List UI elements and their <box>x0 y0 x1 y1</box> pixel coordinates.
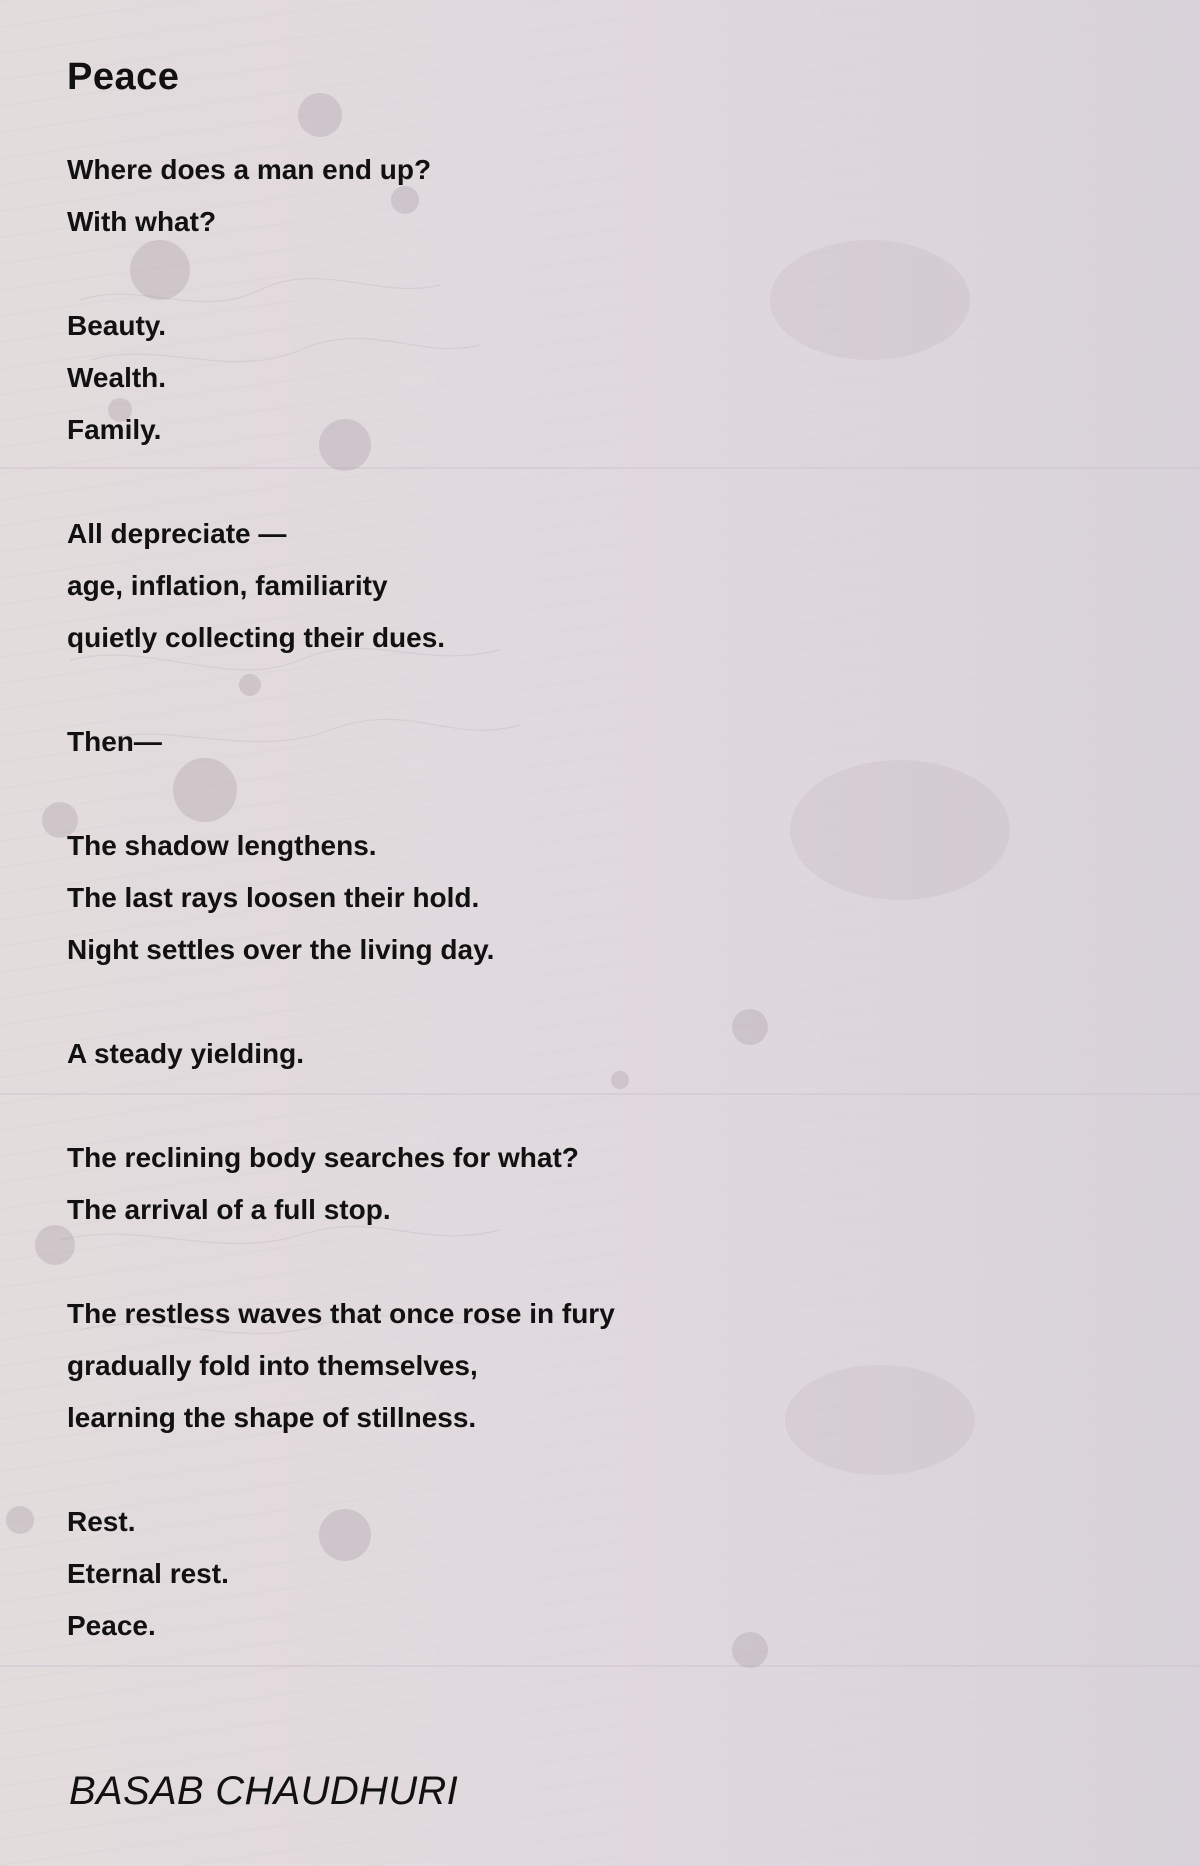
stanza <box>67 1028 1127 1080</box>
poem-line: quietly collecting their dues. <box>67 622 446 653</box>
poem-line: Night settles over the living day. <box>67 934 495 965</box>
poem-line: Beauty. <box>67 310 167 341</box>
ink-spot <box>6 1506 34 1534</box>
stanza <box>67 716 1127 768</box>
stanza <box>67 1496 1127 1652</box>
stanza <box>67 1288 1127 1444</box>
poem-body <box>67 144 1127 1652</box>
stanza <box>67 508 1127 664</box>
poem-line: Wealth. <box>67 362 167 393</box>
stanza <box>67 144 1127 248</box>
poem-line: Eternal rest. <box>67 1558 229 1589</box>
poem-line: With what? <box>67 206 217 237</box>
poem-line: The reclining body searches for what? <box>67 1142 579 1173</box>
poem-line: learning the shape of stillness. <box>67 1402 477 1433</box>
poem-line: The restless waves that once rose in fury <box>67 1298 615 1329</box>
poem-line: All depreciate — <box>67 518 287 549</box>
stanza <box>67 300 1127 456</box>
poem <box>67 48 1127 1704</box>
poem-line: Peace. <box>67 1610 156 1641</box>
poem-line: Where does a man end up? <box>67 154 432 185</box>
poem-line: age, inflation, familiarity <box>67 570 388 601</box>
poem-line: Family. <box>67 414 162 445</box>
poem-line: The arrival of a full stop. <box>67 1194 391 1225</box>
poem-line: A steady yielding. <box>67 1038 305 1069</box>
poem-line: Rest. <box>67 1506 136 1537</box>
poem-line: The last rays loosen their hold. <box>67 882 480 913</box>
poem-title: Peace <box>67 56 180 98</box>
poem-line: The shadow lengthens. <box>67 830 377 861</box>
poem-author: BASAB CHAUDHURI <box>69 1769 459 1813</box>
poem-line: Then— <box>67 726 162 757</box>
poem-line: gradually fold into themselves, <box>67 1350 478 1381</box>
stanza <box>67 1132 1127 1236</box>
stanza <box>67 820 1127 976</box>
